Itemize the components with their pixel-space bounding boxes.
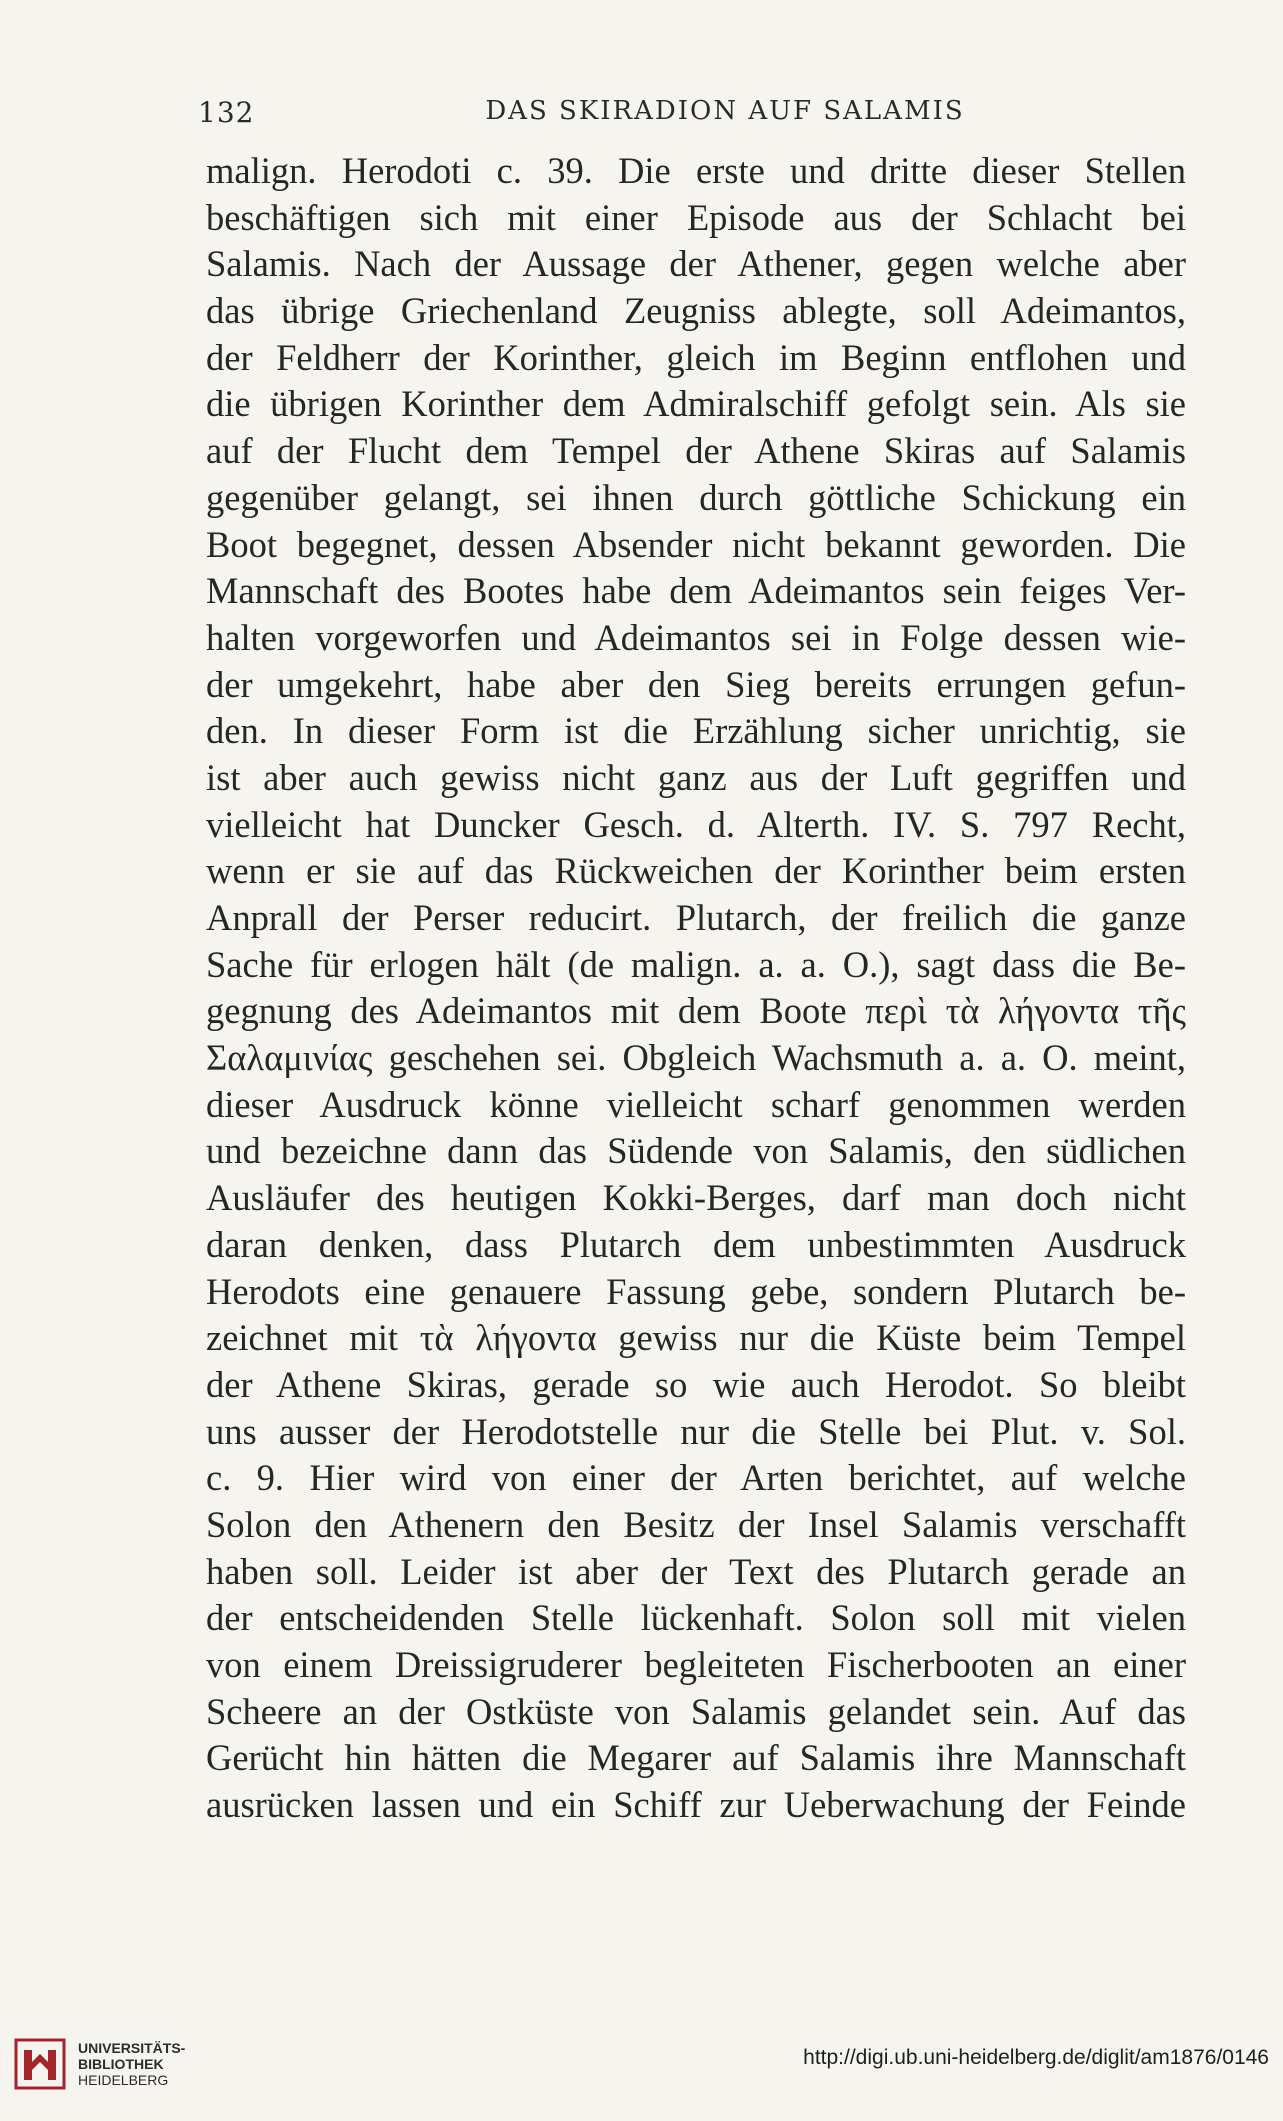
text-line: Salamis. Nach der Aussage der Athener, gegen welche aber bbox=[206, 243, 1186, 285]
text-line: halten vorgeworfen und Adeimantos sei in Folge dessen wie- bbox=[206, 616, 1186, 658]
text-line: Boot begegnet, dessen Absender nicht bekannt geworden. Die bbox=[206, 523, 1186, 565]
text-line: die übrigen Korinther dem Admiralschiff gefolgt sein. Als sie bbox=[206, 383, 1186, 425]
library-name bbox=[78, 2040, 185, 2088]
text-line: von einem Dreissigruderer begleiteten Fischerbooten an einer bbox=[206, 1644, 1186, 1685]
text-line: daran denken, dass Plutarch dem unbestimmten Ausdruck bbox=[206, 1223, 1186, 1265]
text-line: und bezeichne dann das Südende von Salamis, den südlichen bbox=[206, 1130, 1186, 1172]
page-number: 132 bbox=[198, 96, 255, 129]
heidelberg-library-logo-icon bbox=[14, 2038, 66, 2090]
text-line: zeichnet mit τὰ λήγοντα gewiss nur die Küste beim Tempel bbox=[206, 1317, 1186, 1359]
text-line: Ausläufer des heutigen Kokki-Berges, darf man doch nicht bbox=[206, 1177, 1186, 1219]
text-line: gegnung des Adeimantos mit dem Boote περὶ τὰ λήγοντα τῆς bbox=[206, 990, 1186, 1032]
running-title: DAS SKIRADION AUF SALAMIS bbox=[485, 96, 965, 126]
text-line: dieser Ausdruck könne vielleicht scharf genommen werden bbox=[206, 1083, 1186, 1125]
text-line: haben soll. Leider ist aber der Text des Plutarch gerade an bbox=[206, 1550, 1186, 1592]
text-line: malign. Herodoti c. 39. Die erste und dritte dieser Stellen bbox=[206, 150, 1186, 191]
text-line: Solon den Athenern den Besitz der Insel Salamis verschafft bbox=[206, 1503, 1186, 1545]
text-line: wenn er sie auf das Rückweichen der Korinther beim ersten bbox=[206, 850, 1186, 892]
text-line: der entscheidenden Stelle lückenhaft. Solon soll mit vielen bbox=[206, 1597, 1186, 1639]
library-name-line: HEIDELBERG bbox=[78, 2072, 169, 2088]
text-line: beschäftigen sich mit einer Episode aus der Schlacht bei bbox=[206, 196, 1186, 238]
text-line: Σαλαμινίας geschehen sei. Obgleich Wachsmuth a. a. O. meint, bbox=[206, 1037, 1186, 1079]
library-logo bbox=[14, 2038, 186, 2098]
source-url-link[interactable]: http://digi.ub.uni-heidelberg.de/diglit/am1876/0146 bbox=[803, 2046, 1269, 2069]
body-text bbox=[206, 148, 1186, 1829]
text-line: Herodots eine genauere Fassung gebe, sondern Plutarch be- bbox=[206, 1270, 1186, 1312]
text-line: Anprall der Perser reducirt. Plutarch, der freilich die ganze bbox=[206, 897, 1186, 938]
text-line: c. 9. Hier wird von einer der Arten berichtet, auf welche bbox=[206, 1457, 1186, 1499]
text-line: ausrücken lassen und ein Schiff zur Ueberwachung der Feinde bbox=[206, 1784, 1186, 1826]
text-line: Scheere an der Ostküste von Salamis gelandet sein. Auf das bbox=[206, 1690, 1186, 1732]
text-line: der Feldherr der Korinther, gleich im Beginn entflohen und bbox=[206, 336, 1186, 378]
text-line: gegenüber gelangt, sei ihnen durch göttliche Schickung ein bbox=[206, 476, 1186, 518]
text-line: vielleicht hat Duncker Gesch. d. Alterth. IV. S. 797 Recht, bbox=[206, 803, 1186, 845]
text-line: Gerücht hin hätten die Megarer auf Salamis ihre Mannschaft bbox=[206, 1737, 1186, 1779]
text-line: der umgekehrt, habe aber den Sieg bereits errungen gefun- bbox=[206, 663, 1186, 705]
text-line: ist aber auch gewiss nicht ganz aus der Luft gegriffen und bbox=[206, 756, 1186, 798]
text-line: Sache für erlogen hält (de malign. a. a. O.), sagt dass die Be- bbox=[206, 943, 1186, 985]
text-line: uns ausser der Herodotstelle nur die Stelle bei Plut. v. Sol. bbox=[206, 1410, 1186, 1452]
footer bbox=[0, 2030, 1283, 2100]
running-head bbox=[198, 96, 1192, 136]
text-line: auf der Flucht dem Tempel der Athene Skiras auf Salamis bbox=[206, 430, 1186, 472]
library-name-line: BIBLIOTHEK bbox=[78, 2056, 164, 2072]
text-line: das übrige Griechenland Zeugniss ablegte, soll Adeimantos, bbox=[206, 290, 1186, 332]
text-line: Mannschaft des Bootes habe dem Adeimantos sein feiges Ver- bbox=[206, 570, 1186, 612]
library-name-line: UNIVERSITÄTS- bbox=[78, 2040, 186, 2056]
text-line: den. In dieser Form ist die Erzählung sicher unrichtig, sie bbox=[206, 710, 1186, 752]
text-line: der Athene Skiras, gerade so wie auch Herodot. So bleibt bbox=[206, 1363, 1186, 1405]
